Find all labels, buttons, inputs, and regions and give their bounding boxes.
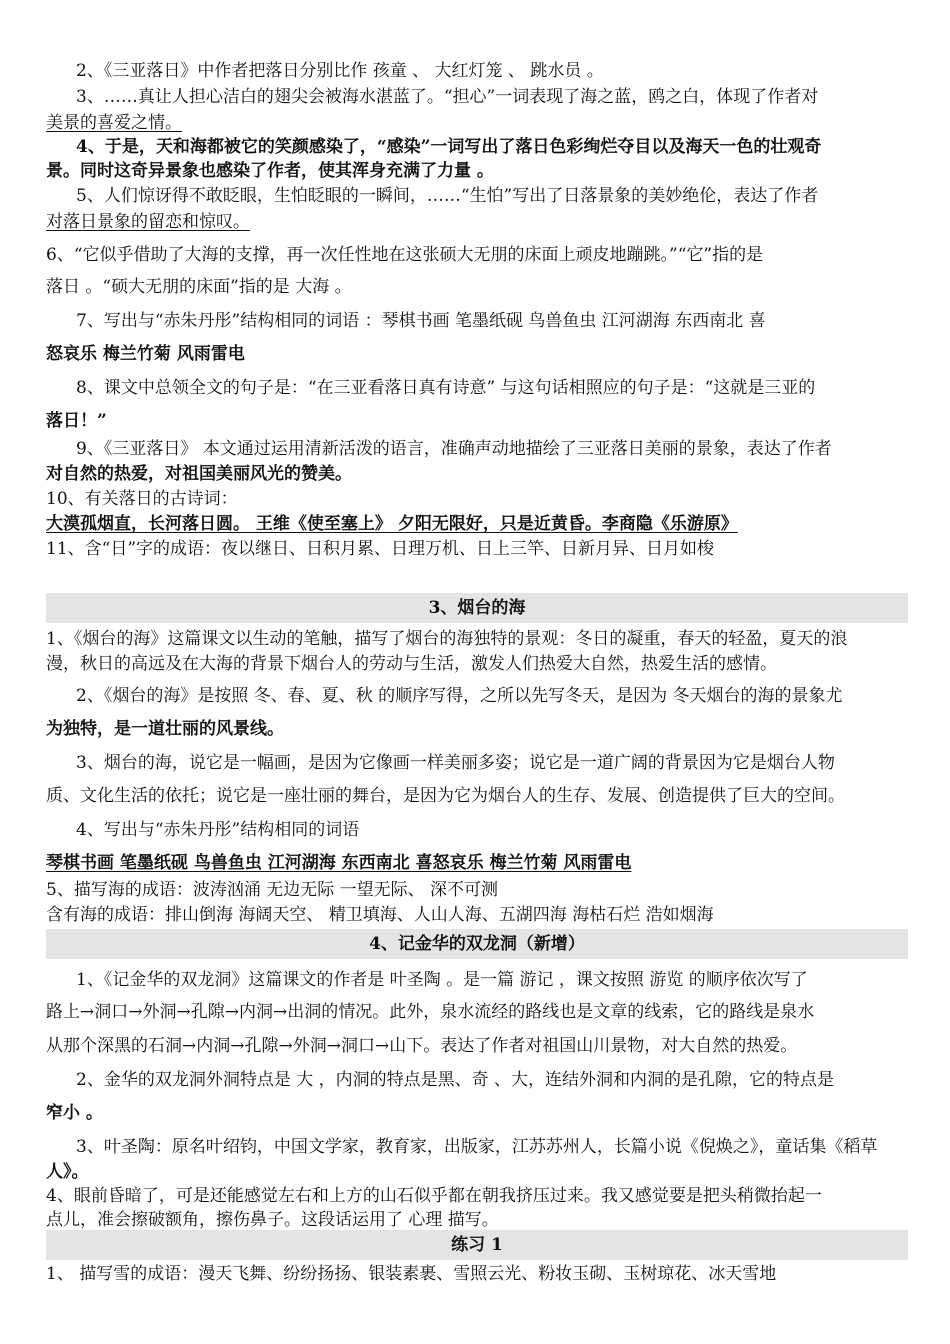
text-line: 5、描写海的成语：波涛汹涌 无边无际 一望无际、 深不可测 xyxy=(46,880,499,900)
text-line: 对自然的热爱，对祖国美丽风光的赞美。 xyxy=(46,464,352,484)
text-line: 7、写出与“赤朱丹彤”结构相同的词语 ：琴棋书画 笔墨纸砚 鸟兽鱼虫 江河湖海 东西南北 喜 xyxy=(76,311,766,331)
text-line: 含有海的成语：排山倒海 海阔天空、 精卫填海、人山人海、五湖四海 海枯石烂 浩如烟海 xyxy=(46,905,714,925)
text-line: 美景的喜爱之情。 xyxy=(46,113,182,133)
text-line: 3、……真让人担心洁白的翅尖会被海水湛蓝了。“担心”一词表现了海之蓝，鸥之白，体现了作者对 xyxy=(76,87,819,107)
text-line: 怒哀乐 梅兰竹菊 风雨雷电 xyxy=(46,344,245,364)
section-header: 4、记金华的双龙洞（新增） xyxy=(46,929,908,959)
text-line: 落日！” xyxy=(46,411,107,431)
section-header: 3、烟台的海 xyxy=(46,593,908,623)
text-line: 漫，秋日的高远及在大海的背景下烟台人的劳动与生活，激发人们热爱大自然，热爱生活的感情。 xyxy=(46,654,777,674)
text-line: 琴棋书画 笔墨纸砚 鸟兽鱼虫 江河湖海 东西南北 喜怒哀乐 梅兰竹菊 风雨雷电 xyxy=(46,853,632,873)
text-line: 5、人们惊讶得不敢眨眼，生怕眨眼的一瞬间，……“生怕”写出了日落景象的美妙绝伦，表达了作者 xyxy=(76,186,819,206)
text-line: 10、有关落日的古诗词： xyxy=(46,489,238,509)
text-line: 1、《烟台的海》这篇课文以生动的笔触，描写了烟台的海独特的景观：冬日的凝重，春天的轻盈，夏天的浪 xyxy=(46,629,848,649)
text-line: 2、金华的双龙洞外洞特点是 大 ，内洞的特点是黑、奇 、大，连结外洞和内洞的是孔隙，它的特点是 xyxy=(76,1070,835,1090)
text-line: 2、《三亚落日》中作者把落日分别比作 孩童 、 大红灯笼 、 跳水员 。 xyxy=(76,61,604,81)
text-line: 4、写出与“赤朱丹彤”结构相同的词语 xyxy=(76,820,360,840)
text-line: 景。同时这奇异景象也感染了作者，使其浑身充满了力量 。 xyxy=(46,161,494,181)
text-line: 点儿，准会擦破额角，擦伤鼻子。这段话运用了 心理 描写。 xyxy=(46,1210,499,1230)
text-line: 2、《烟台的海》是按照 冬、春、夏、秋 的顺序写得，之所以先写冬天，是因为 冬天烟台的海的景象尤 xyxy=(76,686,843,706)
text-line: 4、于是，天和海都被它的笑颜感染了，“感染”一词写出了落日色彩绚烂夺目以及海天一色的壮观奇 xyxy=(76,137,822,157)
text-line: 6、“它似乎借助了大海的支撑，再一次任性地在这张硕大无朋的床面上顽皮地蹦跳。”“它”指的是 xyxy=(46,245,764,265)
text-line: 大漠孤烟直，长河落日圆。 王维《使至塞上》 夕阳无限好，只是近黄昏。李商隐《乐游原》 xyxy=(46,514,738,534)
text-line: 4、眼前昏暗了，可是还能感觉左右和上方的山石似乎都在朝我挤压过来。我又感觉要是把头稍微抬起一 xyxy=(46,1186,822,1206)
text-line: 窄小 。 xyxy=(46,1103,103,1123)
text-line: 11、含“日”字的成语：夜以继日、日积月累、日理万机、日上三竿、日新月异、日月如梭 xyxy=(46,539,715,559)
text-line: 9、《三亚落日》 本文通过运用清新活泼的语言，准确声动地描绘了三亚落日美丽的景象，表达了作者 xyxy=(76,439,832,459)
text-line: 3、烟台的海，说它是一幅画，是因为它像画一样美丽多姿；说它是一道广阔的背景因为它是烟台人物 xyxy=(76,753,835,773)
text-line: 路上→洞口→外洞→孔隙→内洞→出洞的情况。此外，泉水流经的路线也是文章的线索，它的路线是泉水 xyxy=(46,1002,815,1022)
text-line: 1、 描写雪的成语：漫天飞舞、纷纷扬扬、银装素裹、雪照云光、粉妆玉砌、玉树琼花、冰天雪地 xyxy=(46,1264,777,1284)
section-header: 练习 1 xyxy=(46,1230,908,1260)
text-line: 1、《记金华的双龙洞》这篇课文的作者是 叶圣陶 。是一篇 游记 ，课文按照 游览 的顺序依次写了 xyxy=(76,970,808,990)
text-line: 从那个深黑的石洞→内洞→孔隙→外洞→洞口→山下。表达了作者对祖国山川景物，对大自然的热爱。 xyxy=(46,1036,798,1056)
text-line: 3、叶圣陶：原名叶绍钧，中国文学家，教育家，出版家，江苏苏州人，长篇小说《倪焕之》，童话集《稻草 xyxy=(76,1137,878,1157)
text-line: 质、文化生活的依托；说它是一座壮丽的舞台，是因为它为烟台人的生存、发展、创造提供了巨大的空间。 xyxy=(46,786,845,806)
text-line: 8、课文中总领全文的句子是：“在三亚看落日真有诗意” 与这句话相照应的句子是：“这就是三亚的 xyxy=(76,378,816,398)
text-line: 为独特，是一道壮丽的风景线。 xyxy=(46,719,284,739)
text-line: 落日 。“硕大无朋的床面”指的是 大海 。 xyxy=(46,277,352,297)
text-line: 对落日景象的留恋和惊叹。 xyxy=(46,212,250,232)
text-line: 人》。 xyxy=(46,1162,89,1182)
